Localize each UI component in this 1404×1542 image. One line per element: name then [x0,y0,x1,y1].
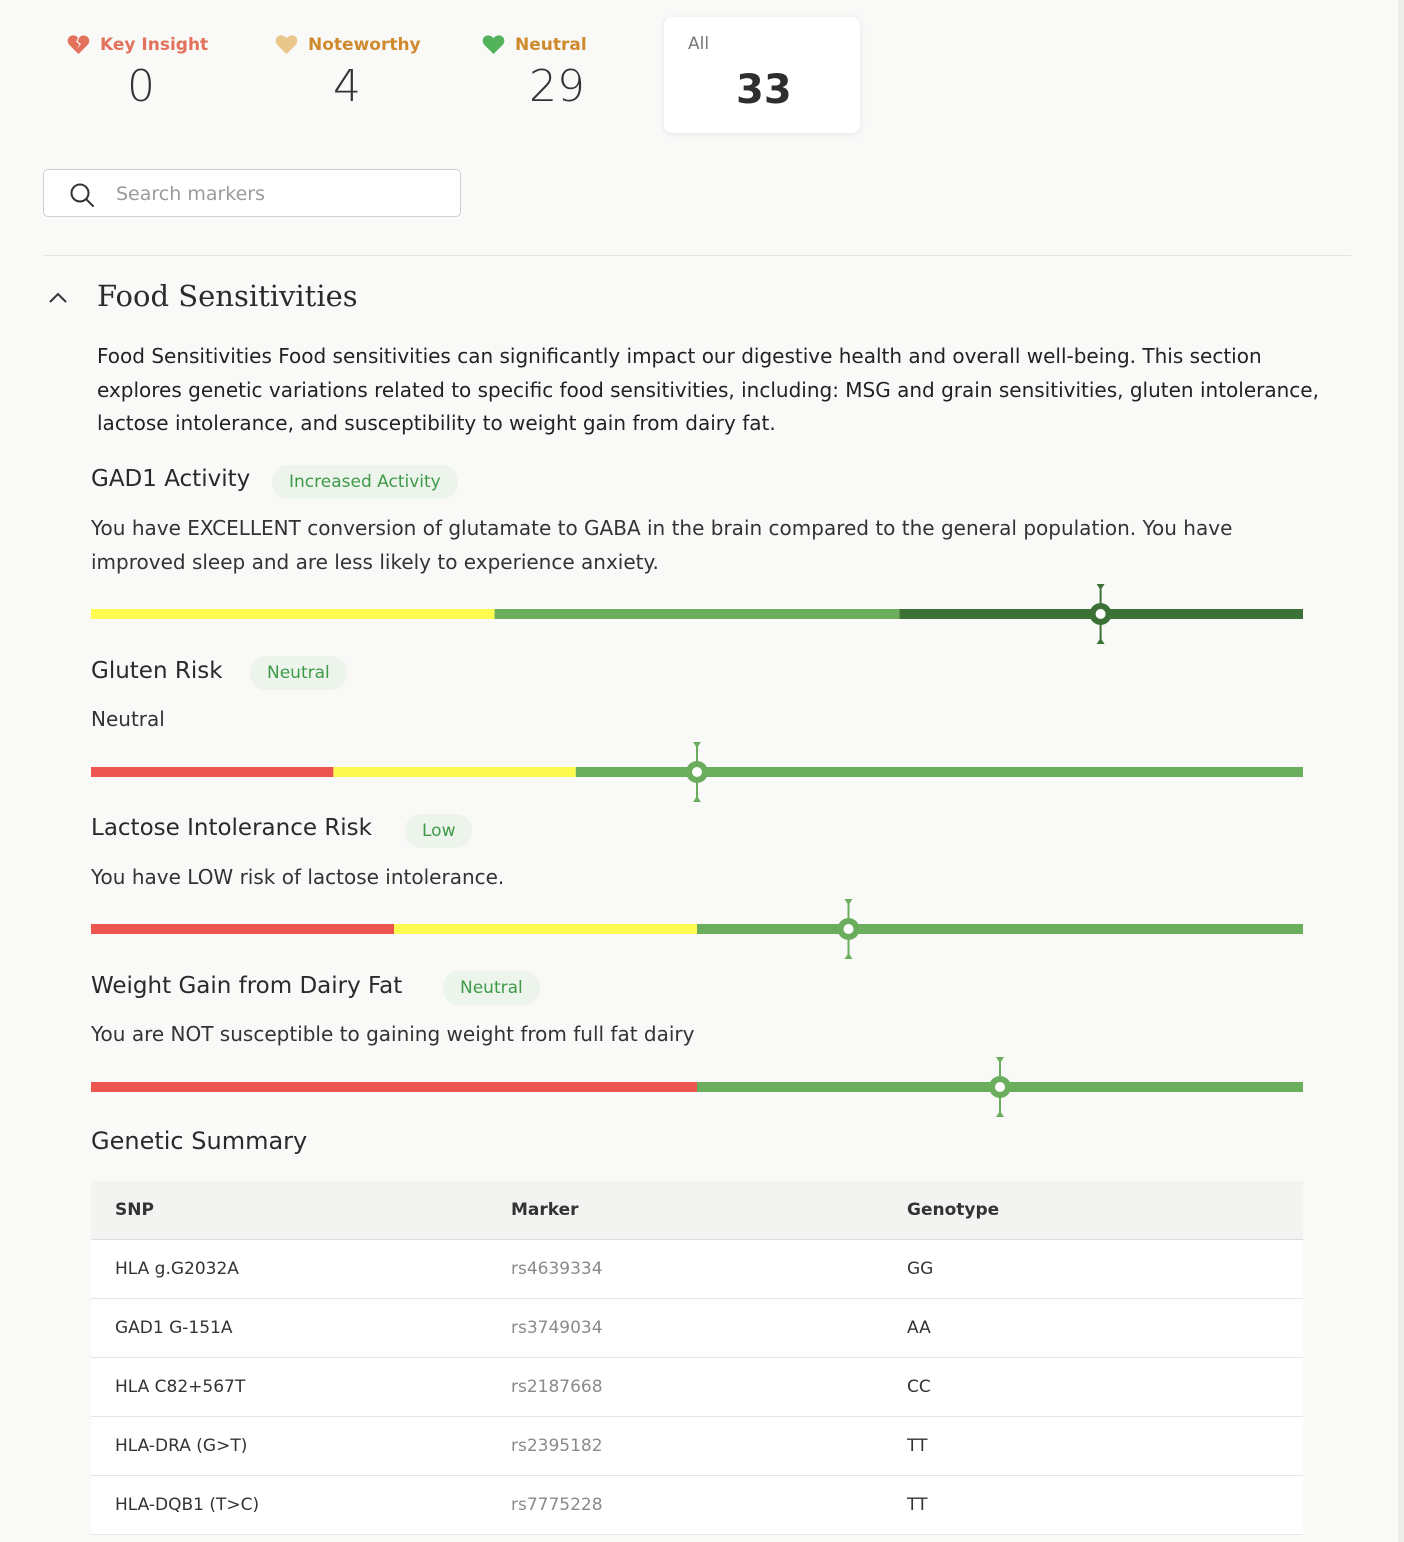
scale-indicator [1090,584,1112,644]
heart-icon [482,34,505,55]
table-header-row [91,1181,1303,1240]
genotype-cell: AA [883,1299,1303,1358]
divider [43,255,1351,256]
marker-description: Neutral [91,707,165,731]
chevron-up-icon[interactable] [46,288,70,308]
marker-cell: rs2395182 [487,1417,883,1476]
marker-title: Gluten Risk [91,658,223,684]
genotype-cell: CC [883,1358,1303,1417]
filter-all-label: All [688,34,710,54]
risk-scale [91,899,1303,959]
marker-cell: rs3749034 [487,1299,883,1358]
marker-cell: rs2187668 [487,1358,883,1417]
genetic-summary-title: Genetic Summary [91,1127,308,1155]
scale-segment [697,924,1303,934]
scale-segment [91,924,394,934]
scale-svg [91,899,1303,959]
filter-key-insight-label: Key Insight [100,34,209,55]
table-row [91,1299,1303,1358]
search-box[interactable] [43,169,461,217]
filter-key-insight-count: 0 [127,61,155,112]
scale-cap-right [1293,609,1303,619]
scale-svg [91,584,1303,644]
status-badge: Neutral [443,971,540,1005]
marker-title: GAD1 Activity [91,466,251,492]
table-row [91,1358,1303,1417]
search-icon [69,182,95,208]
status-badge: Low [405,814,472,848]
scale-cap-left [91,767,101,777]
scale-cap-right [1293,767,1303,777]
filter-key-insight[interactable] [43,17,239,133]
filter-bar [43,17,863,133]
marker-description: You have LOW risk of lactose intolerance. [91,865,505,889]
scale-indicator [686,742,708,802]
marker-description: You have EXCELLENT conversion of glutamate to GABA in the brain compared to the general population. You have improved sleep and are less likely to experience anxiety. [91,516,1233,574]
scale-segment [394,924,697,934]
table-row [91,1417,1303,1476]
scale-svg [91,1057,1303,1117]
snp-cell: GAD1 G-151A [91,1299,487,1358]
scale-segment [495,609,900,619]
filter-noteworthy-label: Noteworthy [308,34,421,55]
filter-neutral[interactable] [456,17,652,133]
scale-indicator [838,899,860,959]
snp-cell: HLA C82+567T [91,1358,487,1417]
marker-title: Lactose Intolerance Risk [91,815,372,841]
table-row [91,1476,1303,1535]
marker-description: You are NOT susceptible to gaining weight from full fat dairy [91,1022,695,1046]
snp-cell: HLA-DQB1 (T>C) [91,1476,487,1535]
genotype-cell: TT [883,1476,1303,1535]
column-header-marker: Marker [487,1181,883,1240]
scale-segment [91,609,495,619]
scale-cap-left [91,609,101,619]
risk-scale [91,742,1303,802]
marker-cell: rs7775228 [487,1476,883,1535]
filter-noteworthy[interactable] [249,17,445,133]
scale-cap-right [1293,924,1303,934]
table-row [91,1240,1303,1299]
broken-heart-icon [67,34,90,55]
scale-segment [576,767,1303,777]
filter-all[interactable] [664,17,860,133]
scrollbar-track[interactable] [1398,0,1404,1542]
genetic-summary-table [91,1181,1303,1535]
marker-title: Weight Gain from Dairy Fat [91,973,403,999]
filter-neutral-count: 29 [529,61,585,112]
scale-segment [333,767,575,777]
scale-cap-left [91,1082,101,1092]
column-header-genotype: Genotype [883,1181,1303,1240]
scale-cap-right [1293,1082,1303,1092]
snp-cell: HLA-DRA (G>T) [91,1417,487,1476]
scale-indicator [989,1057,1011,1117]
column-header-snp: SNP [91,1181,487,1240]
search-input[interactable] [114,180,438,208]
status-badge: Neutral [250,656,347,690]
status-badge: Increased Activity [272,465,458,499]
snp-cell: HLA g.G2032A [91,1240,487,1299]
filter-noteworthy-count: 4 [333,61,361,112]
genotype-cell: GG [883,1240,1303,1299]
filter-all-count: 33 [736,67,792,113]
scale-svg [91,742,1303,802]
filter-neutral-label: Neutral [515,34,587,55]
section-title: Food Sensitivities [97,279,358,313]
genotype-cell: TT [883,1417,1303,1476]
marker-cell: rs4639334 [487,1240,883,1299]
scale-segment [91,767,333,777]
risk-scale [91,584,1303,644]
risk-scale [91,1057,1303,1117]
scale-cap-left [91,924,101,934]
heart-icon [275,34,298,55]
section-description: Food Sensitivities Food sensitivities can significantly impact our digestive health and overall well-being. This section explores genetic variations related to specific food sensitivities, including: MSG and grain sensitivities, gluten intolerance, lactose intolerance, and susceptibility to weight gain from dairy fat. [97,344,1319,435]
scale-segment [91,1082,697,1092]
